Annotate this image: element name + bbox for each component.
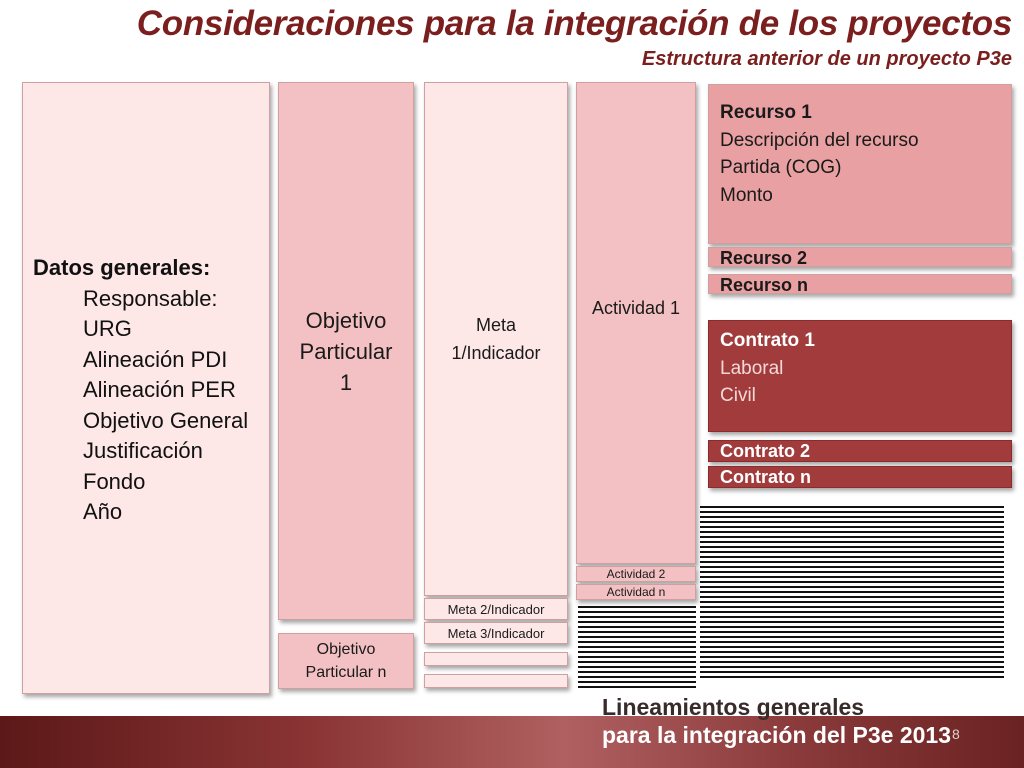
actividad-2-label: Actividad 2 xyxy=(606,567,666,581)
meta-3-label: Meta 3/Indicador xyxy=(447,625,545,641)
contrato-1-box xyxy=(708,320,1012,432)
meta-1-label: Meta 1/Indicador xyxy=(451,315,541,363)
contrato-1-line: Laboral xyxy=(720,357,784,379)
datos-item: Justificación xyxy=(83,438,203,463)
recurso-2-box xyxy=(708,247,1012,267)
recurso-1-heading: Recurso 1 xyxy=(720,102,812,123)
footer-line-2: para la integración del P3e 2013 xyxy=(602,722,951,748)
datos-item: Objetivo General xyxy=(83,407,249,433)
page-number: 8 xyxy=(952,726,960,742)
datos-generales-box xyxy=(22,82,270,694)
contrato-1-heading: Contrato 1 xyxy=(720,330,815,351)
datos-item: Responsable: xyxy=(83,285,218,311)
datos-item: URG xyxy=(83,316,132,341)
meta-3-box xyxy=(424,622,568,644)
objetivo-particular-n-box xyxy=(278,633,414,689)
contrato-1-line: Civil xyxy=(720,385,756,406)
meta-2-label: Meta 2/Indicador xyxy=(447,601,545,617)
recurso-n-label: Recurso n xyxy=(720,275,809,295)
footer-brand xyxy=(602,694,951,748)
datos-item: Fondo xyxy=(83,468,146,494)
datos-item: Alineación PER xyxy=(83,377,236,402)
footer-line-1: Lineamientos generales xyxy=(602,694,865,720)
recurso-n-box xyxy=(708,274,1012,294)
contrato-hatch-lines xyxy=(700,506,1004,680)
meta-2-box xyxy=(424,598,568,620)
actividad-n-box xyxy=(576,584,696,600)
datos-item: Año xyxy=(83,499,123,524)
contrato-n-label: Contrato n xyxy=(720,467,811,487)
recurso-1-line: Monto xyxy=(720,184,773,206)
contrato-n-box xyxy=(708,466,1012,488)
recurso-1-line: Partida (COG) xyxy=(720,157,842,178)
meta-1-box xyxy=(424,82,568,596)
objetivo-particular-1-label: Objetivo Particular 1 xyxy=(299,307,393,395)
recurso-2-label: Recurso 2 xyxy=(720,248,808,268)
actividad-n-label: Actividad n xyxy=(606,585,666,599)
actividad-2-box xyxy=(576,566,696,582)
objetivo-particular-n-label: Objetivo Particular n xyxy=(305,641,387,681)
actividad-1-label: Actividad 1 xyxy=(591,298,681,318)
objetivo-particular-1-box xyxy=(278,82,414,620)
actividad-1-box xyxy=(576,82,696,564)
recurso-1-box xyxy=(708,84,1012,244)
datos-item: Alineación PDI xyxy=(83,346,228,372)
datos-generales-heading: Datos generales: xyxy=(33,255,211,280)
datos-generales-list xyxy=(33,284,269,528)
page-subtitle: Estructura anterior de un proyecto P3e xyxy=(641,48,1012,70)
meta-placeholder-box xyxy=(424,652,568,666)
contrato-2-label: Contrato 2 xyxy=(720,441,810,461)
page-title: Consideraciones para la integración de los proyectos xyxy=(136,4,1012,43)
contrato-2-box xyxy=(708,440,1012,462)
meta-placeholder-box xyxy=(424,674,568,688)
recurso-1-line: Descripción del recurso xyxy=(720,129,919,151)
actividad-hatch-lines xyxy=(578,606,696,690)
